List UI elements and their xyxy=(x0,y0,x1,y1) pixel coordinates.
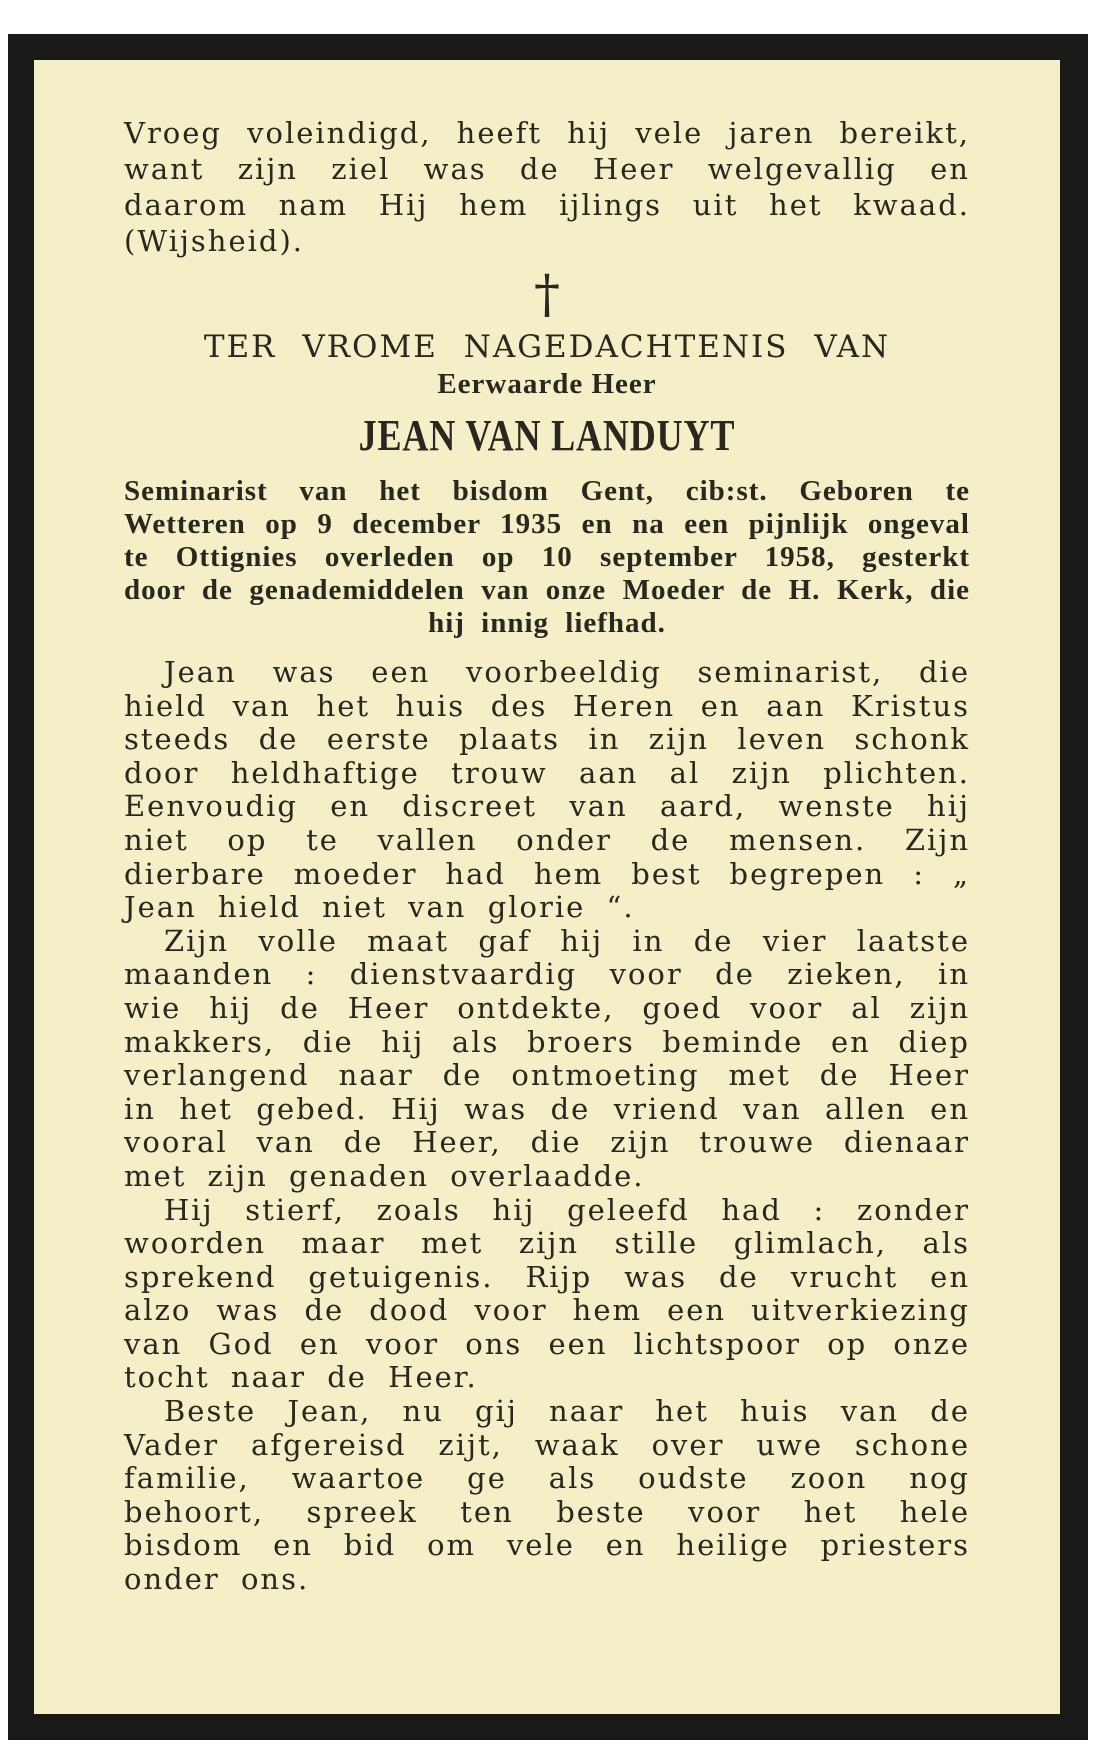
biography: Seminarist van het bisdom Gent, cib:st. Geboren te Wetteren op 9 december 1935 en na een pijnlijk ongeval te Ottignies overleden op 10 september 1958, gesterkt door de genademiddelen van onze Moeder de H. Kerk, die hij innig liefhad. xyxy=(124,475,970,639)
body-text xyxy=(124,656,970,1597)
paragraph: Jean was een voorbeeldig seminarist, die hield van het huis des Heren en aan Kristus steeds de eerste plaats in zijn leven schonk door heldhaftige trouw aan al zijn plichten. Eenvoudig en discreet van aard, wenste hij niet op te vallen onder de mensen. Zijn dierbare moeder had hem best begrepen : „ Jean hield niet van glorie “. xyxy=(124,655,970,925)
paragraph: Zijn volle maat gaf hij in de vier laatste maanden : dienstvaardig voor de zieken, in wie hij de Heer ontdekte, goed voor al zijn makkers, die hij als broers beminde en diep verlangend naar de ontmoeting met de Heer in het gebed. Hij was de vriend van allen en vooral van de Heer, die zijn trouwe dienaar met zijn genaden overlaadde. xyxy=(124,923,970,1193)
paragraph: Beste Jean, nu gij naar het huis van de Vader afgereisd zijt, waak over uwe schone familie, waartoe ge als oudste zoon nog behoort, spreek ten beste voor het hele bisdom en bid om vele en heilige priesters onder ons. xyxy=(124,1394,970,1597)
card-content xyxy=(124,115,970,1597)
deceased-name: JEAN VAN LANDUYT xyxy=(358,411,736,460)
epigraph: Vroeg voleindigd, heeft hij vele jaren bereikt, want zijn ziel was de Heer welgevallig en daarom nam Hij hem ijlings uit het kwaad. (Wijsheid). xyxy=(124,116,970,258)
memorial-card xyxy=(8,34,1088,1740)
card-paper xyxy=(34,60,1060,1714)
honorific-title: Eerwaarde Heer xyxy=(437,368,657,400)
memorial-heading: TER VROME NAGEDACHTENIS VAN xyxy=(203,329,891,365)
paragraph: Hij stierf, zoals hij geleefd had : zonder woorden maar met zijn stille glimlach, als sprekend getuigenis. Rijp was de vrucht en alzo was de dood voor hem een uitverkiezing van God en voor ons een lichtspoor op onze tocht naar de Heer. xyxy=(124,1192,970,1395)
cross-icon: † xyxy=(534,265,560,325)
